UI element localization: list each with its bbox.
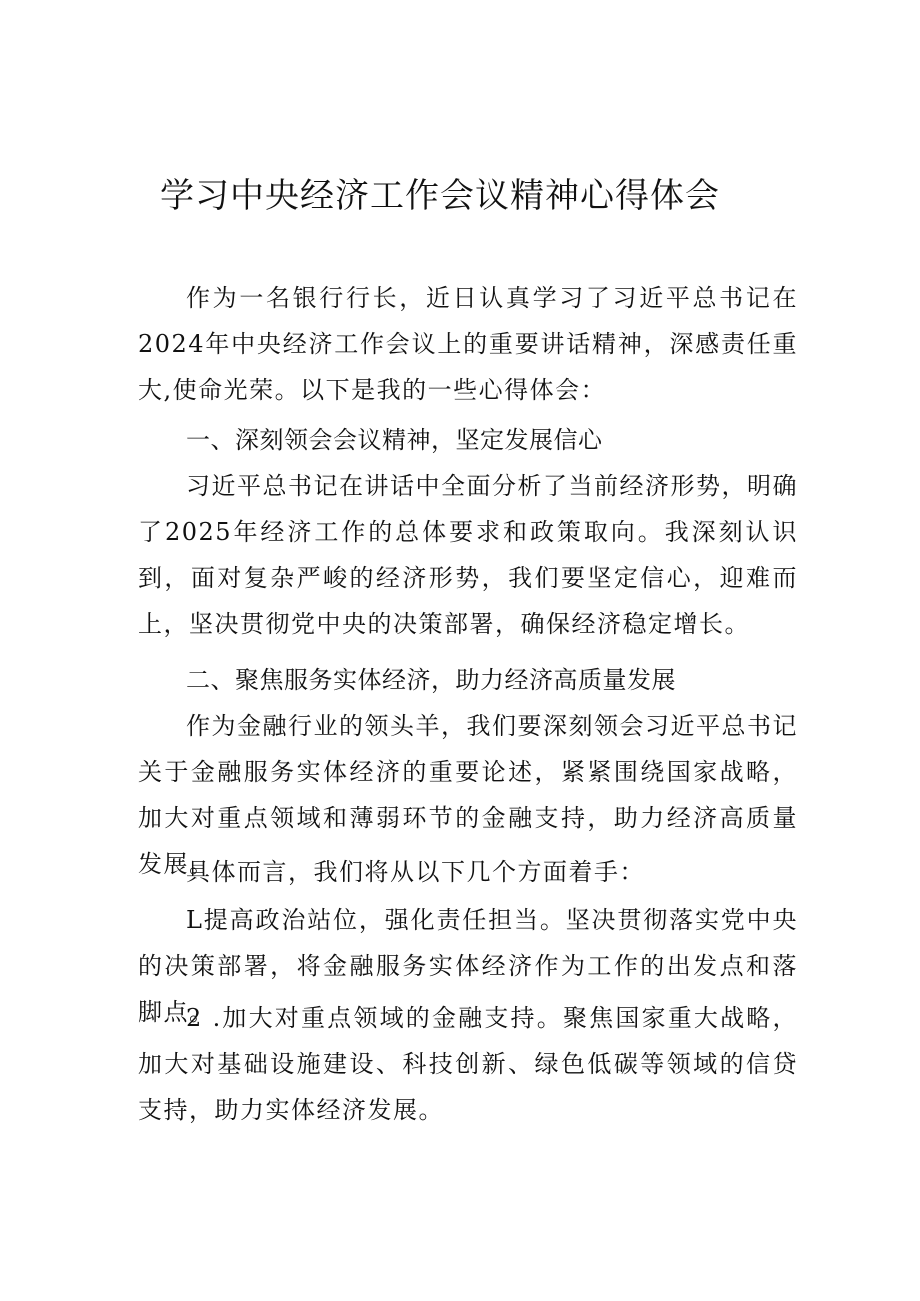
section-2-paragraph-2: 具体而言，我们将从以下几个方面着手： [186,858,645,886]
document-title: 学习中央经济工作会议精神心得体会 [160,176,720,216]
section-2-paragraph-1: 作为金融行业的领头羊，我们要深刻领会习近平总书记关于金融服务实体经济的重要论述，紧紧围绕国家战略，加大对重点领域和薄弱环节的金融支持，助力经济高质量发展。 [138,712,798,878]
section-1-heading: 一、深刻领会会议精神，坚定发展信心 [186,426,603,454]
section-2-list-item-1: L提高政治站位，强化责任担当。坚决贯彻落实党中央的决策部署，将金融服务实体经济作为工作的出发点和落脚点。 [138,906,798,1026]
section-2-heading: 二、聚焦服务实体经济，助力经济高质量发展 [186,666,676,694]
section-1-paragraph: 习近平总书记在讲话中全面分析了当前经济形势，明确了2025年经济工作的总体要求和政策取向。我深刻认识到，面对复杂严峻的经济形势，我们要坚定信心，迎难而上，坚决贯彻党中央的决策部署，确保经济稳定增长。 [138,472,798,638]
section-2-list-item-2: 2 .加大对重点领域的金融支持。聚焦国家重大战略，加大对基础设施建设、科技创新、绿色低碳等领域的信贷支持，助力实体经济发展。 [138,1004,798,1124]
intro-paragraph: 作为一名银行行长，近日认真学习了习近平总书记在2024年中央经济工作会议上的重要讲话精神，深感责任重大,使命光荣。以下是我的一些心得体会： [138,284,798,404]
